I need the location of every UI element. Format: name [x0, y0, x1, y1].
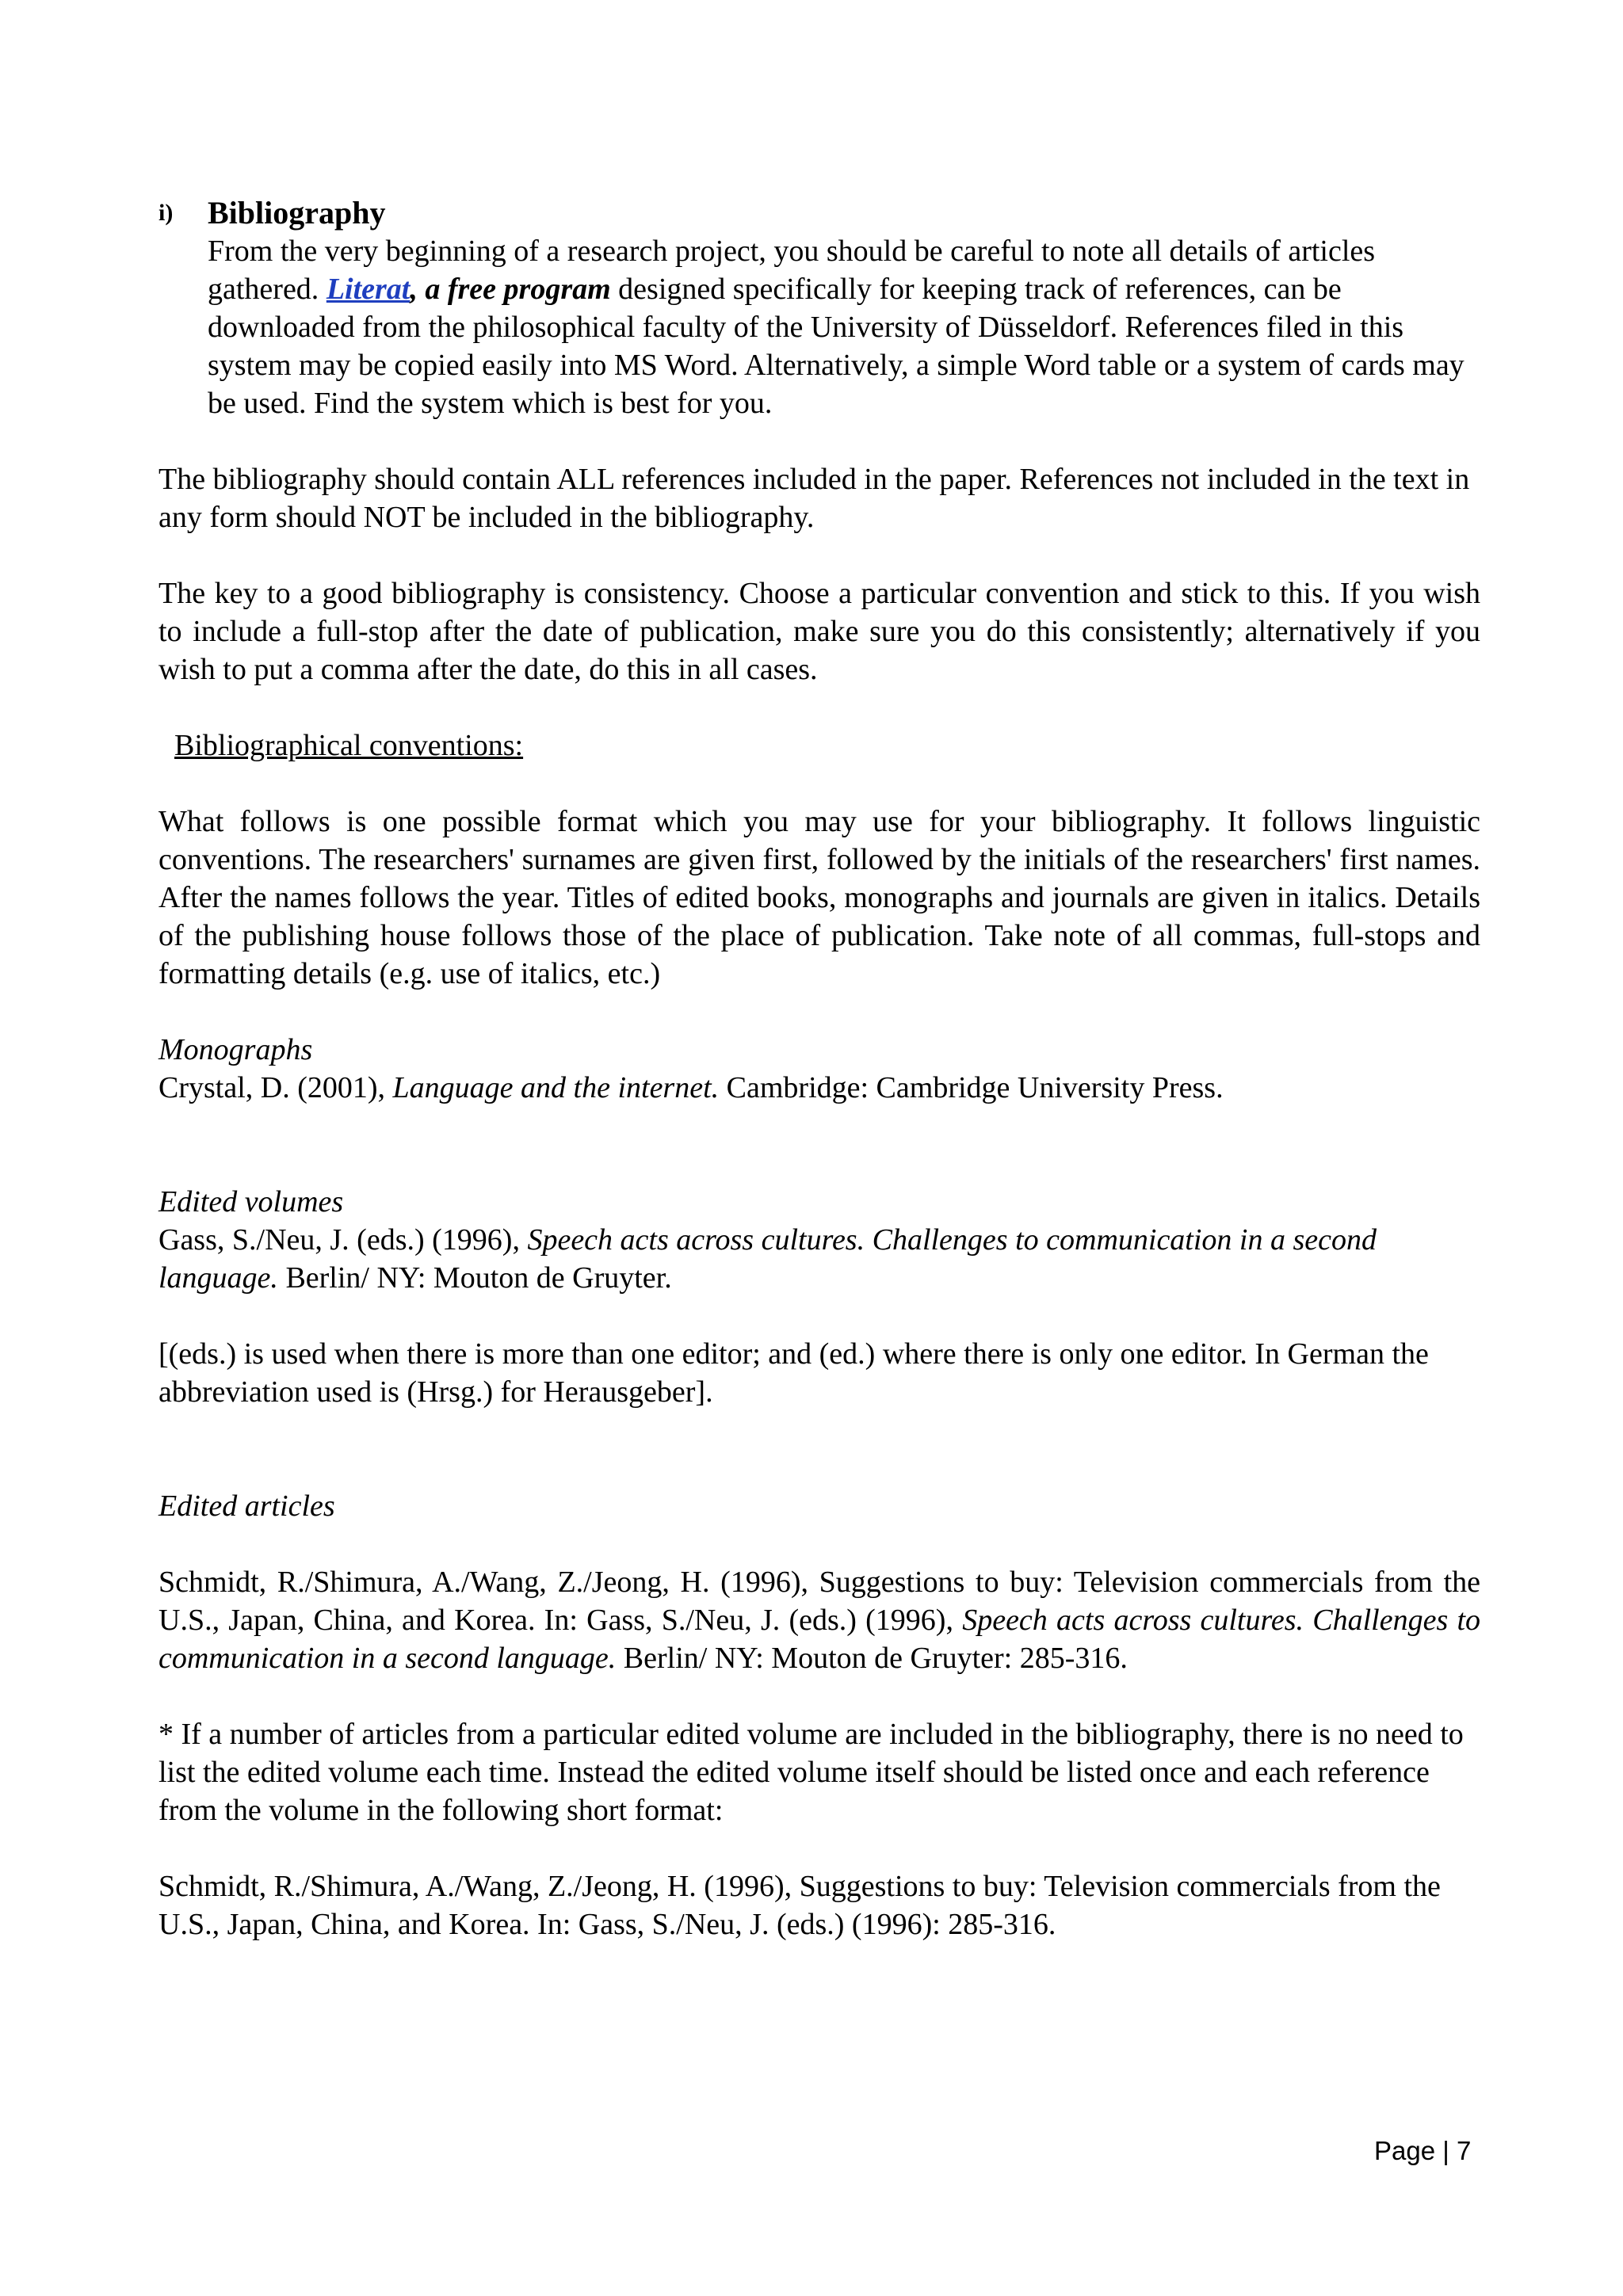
- all-references-paragraph: The bibliography should contain ALL references included in the paper. References not included in the text in any form should NOT be included in the bibliography.: [158, 463, 1470, 534]
- conventions-heading-text: Bibliographical conventions:: [174, 729, 524, 762]
- consistency-paragraph: The key to a good bibliography is consistency. Choose a particular convention and stick to this. If you wish to include a full-stop after the date of publication, make sure you do this consistently; alternatively if you wish to put a comma after the date, do this in all cases.: [158, 577, 1480, 686]
- edited-articles-heading: Edited articles: [158, 1489, 335, 1523]
- format-paragraph: What follows is one possible format which you may use for your bibliography. It follows linguistic conventions. The researchers' surnames are given first, followed by the initials of the researchers' first names. After the names follows the year. Titles of edited books, monographs and journals are given in italics. Details of the publishing house follows those of the place of publication. Take note of all commas, full-stops and formatting details (e.g. use of italics, etc.): [158, 805, 1480, 990]
- intro-text-2: designed specifically for keeping track of references, can be downloaded from the philosophical faculty of the University of Düsseldorf. References filed in this system may be copied easily into MS Word. Alternatively, a simple Word table or a system of cards may be used. Find the system which is best for you.: [208, 273, 1465, 420]
- short-format-entry: Schmidt, R./Shimura, A./Wang, Z./Jeong, H. (1996), Suggestions to buy: Television commercials from the U.S., Japan, China, and Korea. In: Gass, S./Neu, J. (eds.) (1996): 285-316.: [158, 1870, 1441, 1941]
- literat-link[interactable]: Literat: [326, 273, 411, 306]
- edited-article-pre: Schmidt, R./Shimura, A./Wang, Z./Jeong, H. (1996), Suggestions to buy: Television commercials from the U.S., Japan, China, and Korea. In: Gass, S./Neu, J. (eds.) (1996),: [158, 1566, 1480, 1637]
- edited-volume-post: Berlin/ NY: Mouton de Gruyter.: [277, 1261, 672, 1295]
- monograph-title: Language and the internet.: [392, 1071, 720, 1104]
- edited-article-title: Speech acts across cultures. Challenges to communication in a second language.: [158, 1604, 1481, 1675]
- conventions-heading: [158, 727, 1480, 765]
- page-number: Page | 7: [1374, 2136, 1472, 2165]
- editor-note: [(eds.) is used when there is more than one editor; and (ed.) where there is only one editor. In German the abbreviation used is (Hrsg.) for Herausgeber].: [158, 1337, 1429, 1409]
- monograph-post: Cambridge: Cambridge University Press.: [719, 1071, 1224, 1104]
- intro-text-1: From the very beginning of a research project, you should be careful to note all details of articles gathered.: [208, 235, 1376, 306]
- section-number: i): [158, 200, 174, 226]
- short-format-note: * If a number of articles from a particular edited volume are included in the bibliography, there is no need to list the edited volume each time. Instead the edited volume itself should be listed once and each reference from the volume in the following short format:: [158, 1718, 1464, 1827]
- monograph-pre: Crystal, D. (2001),: [158, 1071, 393, 1104]
- edited-volume-entry: [158, 1221, 1480, 1297]
- edited-article-entry: [158, 1563, 1480, 1677]
- edited-volume-title: Speech acts across cultures. Challenges to communication in a second language.: [158, 1223, 1377, 1295]
- section-title: Bibliography: [208, 195, 386, 231]
- monographs-heading: Monographs: [158, 1033, 313, 1066]
- edited-volumes-heading: Edited volumes: [158, 1185, 344, 1219]
- edited-volume-pre: Gass, S./Neu, J. (eds.) (1996),: [158, 1223, 528, 1257]
- intro-free-program: , a free program: [410, 273, 611, 306]
- edited-article-post: Berlin/ NY: Mouton de Gruyter: 285-316.: [616, 1642, 1128, 1675]
- monograph-entry: [158, 1069, 1480, 1107]
- section-heading: [158, 194, 1480, 232]
- section-intro: [158, 232, 1480, 422]
